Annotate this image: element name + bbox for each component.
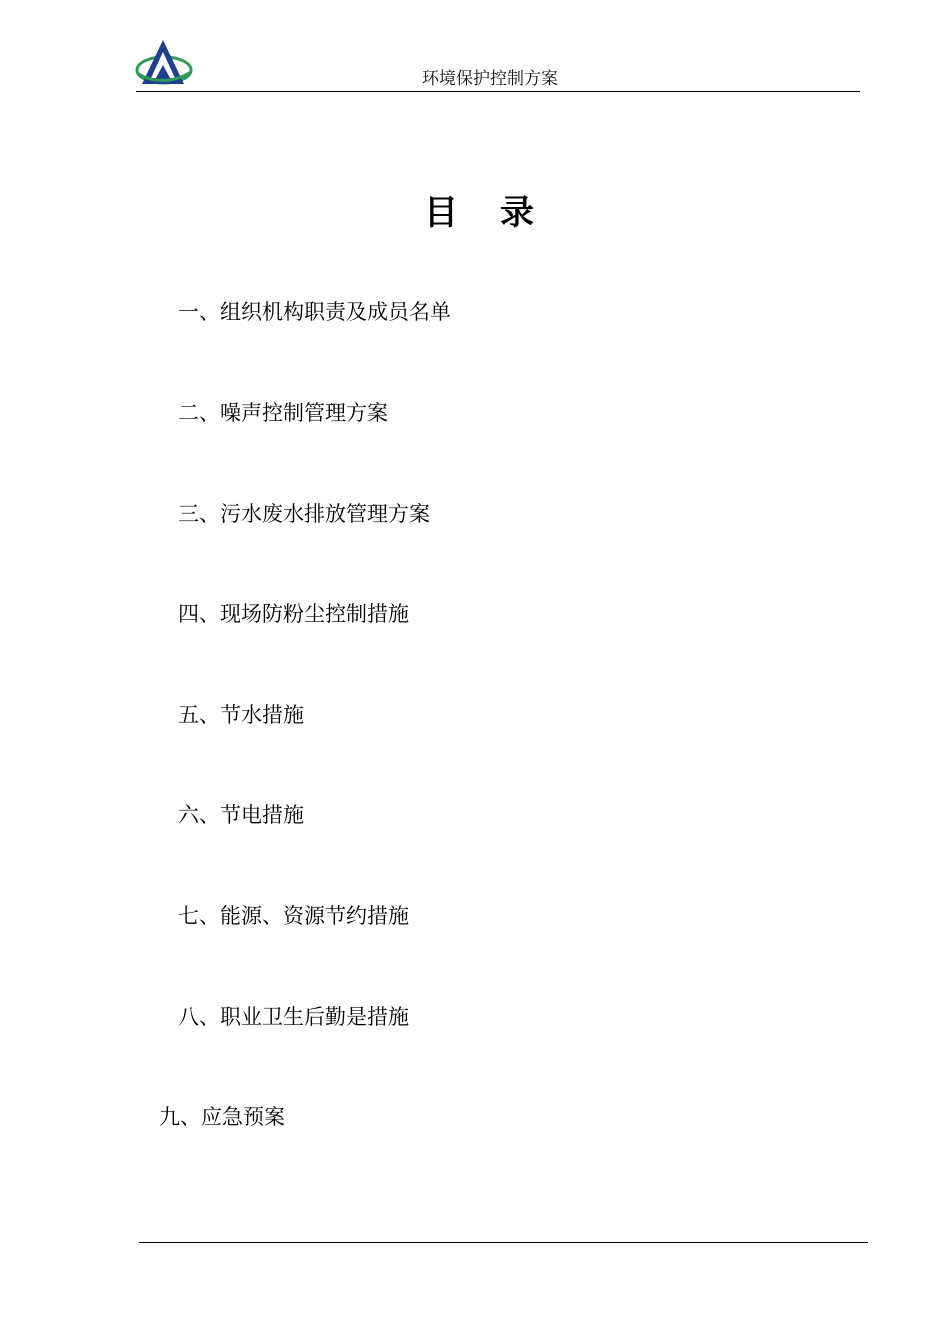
toc-item-2: 二、噪声控制管理方案 — [178, 401, 388, 425]
toc-item-1: 一、组织机构职责及成员名单 — [178, 300, 451, 324]
header-divider — [136, 91, 860, 92]
toc-item-4: 四、现场防粉尘控制措施 — [178, 602, 409, 626]
toc-item-9: 九、应急预案 — [159, 1105, 285, 1129]
toc-item-3: 三、污水废水排放管理方案 — [178, 502, 430, 526]
toc-title: 目录 — [424, 193, 576, 233]
toc-item-5: 五、节水措施 — [178, 703, 304, 727]
toc-item-7: 七、能源、资源节约措施 — [178, 904, 409, 928]
toc-item-6: 六、节电措施 — [178, 803, 304, 827]
footer-divider — [139, 1242, 868, 1243]
toc-item-8: 八、职业卫生后勤是措施 — [178, 1005, 409, 1029]
header-title: 环境保护控制方案 — [422, 69, 558, 89]
